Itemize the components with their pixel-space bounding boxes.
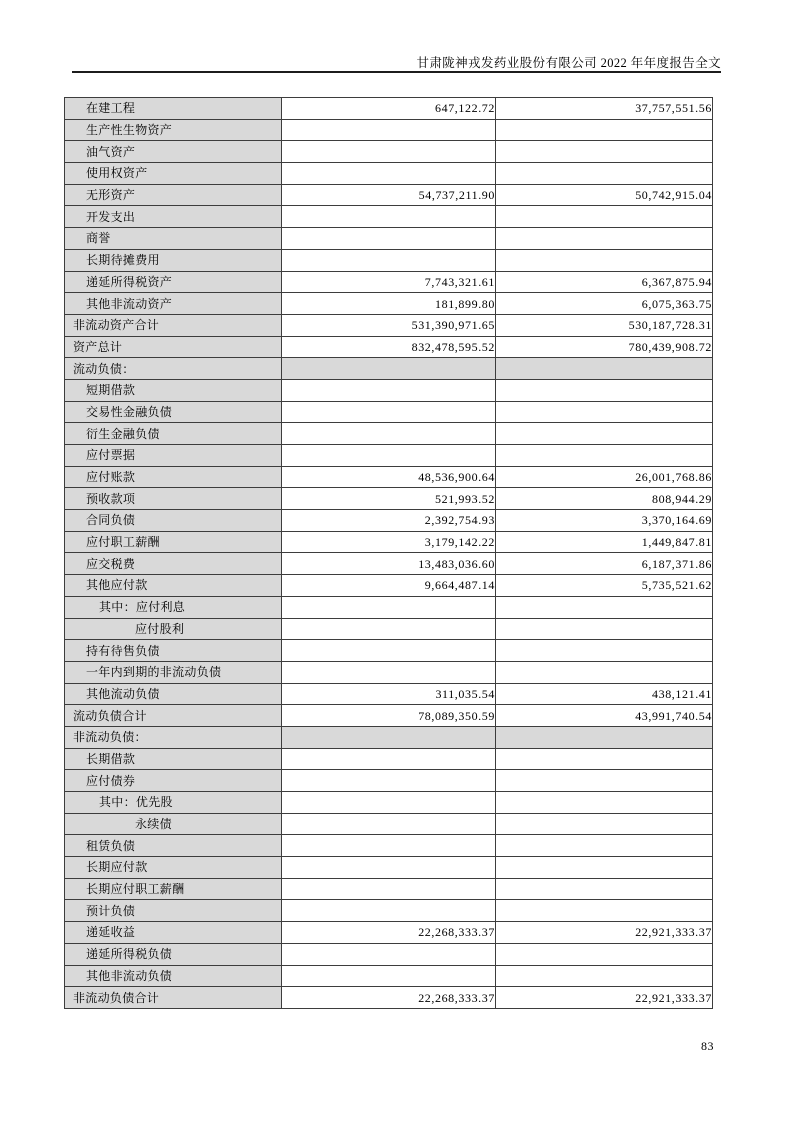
row-label: 其中：优先股 [65,792,282,814]
current-period-value [282,878,496,900]
table-row [65,531,713,553]
current-period-value [282,379,496,401]
current-period-value [282,813,496,835]
row-label: 非流动资产合计 [65,314,282,336]
prior-period-value: 6,187,371.86 [496,553,713,575]
current-period-value [282,358,496,380]
prior-period-value: 22,921,333.37 [496,922,713,944]
current-period-value [282,618,496,640]
prior-period-value: 1,449,847.81 [496,531,713,553]
row-label: 合同负债 [65,510,282,532]
table-row [65,314,713,336]
prior-period-value [496,813,713,835]
table-row [65,792,713,814]
row-label: 其他非流动负债 [65,965,282,987]
current-period-value: 531,390,971.65 [282,314,496,336]
table-row [65,705,713,727]
table-row [65,618,713,640]
current-period-value: 48,536,900.64 [282,466,496,488]
table-row [65,835,713,857]
prior-period-value: 43,991,740.54 [496,705,713,727]
row-label: 应交税费 [65,553,282,575]
prior-period-value [496,857,713,879]
current-period-value: 3,179,142.22 [282,531,496,553]
row-label: 应付职工薪酬 [65,531,282,553]
table-row [65,813,713,835]
prior-period-value [496,770,713,792]
table-row [65,293,713,315]
row-label: 应付股利 [65,618,282,640]
table-row [65,575,713,597]
prior-period-value [496,965,713,987]
row-label: 在建工程 [65,98,282,120]
table-row [65,878,713,900]
row-label: 长期借款 [65,748,282,770]
table-row [65,987,713,1009]
row-label: 其他应付款 [65,575,282,597]
prior-period-value [496,618,713,640]
current-period-value [282,141,496,163]
table-row [65,900,713,922]
row-label: 资产总计 [65,336,282,358]
table-row [65,510,713,532]
row-label: 长期应付职工薪酬 [65,878,282,900]
current-period-value [282,163,496,185]
prior-period-value [496,163,713,185]
table-row [65,922,713,944]
current-period-value [282,596,496,618]
prior-period-value: 22,921,333.37 [496,987,713,1009]
current-period-value [282,726,496,748]
table-row [65,379,713,401]
current-period-value [282,943,496,965]
table-row [65,596,713,618]
table-row [65,943,713,965]
row-label: 其他非流动资产 [65,293,282,315]
current-period-value: 181,899.80 [282,293,496,315]
row-label: 流动负债合计 [65,705,282,727]
table-row [65,857,713,879]
prior-period-value: 5,735,521.62 [496,575,713,597]
row-label: 永续债 [65,813,282,835]
table-row [65,206,713,228]
prior-period-value: 26,001,768.86 [496,466,713,488]
row-label: 应付债券 [65,770,282,792]
current-period-value: 9,664,487.14 [282,575,496,597]
row-label: 使用权资产 [65,163,282,185]
table-row [65,401,713,423]
row-label: 无形资产 [65,184,282,206]
row-label: 预计负债 [65,900,282,922]
row-label: 应付票据 [65,445,282,467]
row-label: 生产性生物资产 [65,119,282,141]
current-period-value: 647,122.72 [282,98,496,120]
table-row [65,358,713,380]
table-row [65,423,713,445]
current-period-value [282,965,496,987]
balance-sheet-table-container [64,97,712,1009]
table-row [65,228,713,250]
current-period-value: 832,478,595.52 [282,336,496,358]
current-period-value [282,857,496,879]
prior-period-value [496,748,713,770]
row-label: 油气资产 [65,141,282,163]
prior-period-value [496,379,713,401]
prior-period-value: 530,187,728.31 [496,314,713,336]
current-period-value [282,640,496,662]
table-row [65,640,713,662]
prior-period-value [496,878,713,900]
prior-period-value [496,640,713,662]
table-row [65,726,713,748]
table-row [65,661,713,683]
current-period-value: 311,035.54 [282,683,496,705]
table-row [65,466,713,488]
table-row [65,249,713,271]
row-label: 交易性金融负债 [65,401,282,423]
row-label: 长期应付款 [65,857,282,879]
prior-period-value [496,141,713,163]
current-period-value [282,228,496,250]
current-period-value [282,792,496,814]
table-row [65,336,713,358]
row-label: 递延所得税负债 [65,943,282,965]
table-row [65,770,713,792]
row-label: 长期待摊费用 [65,249,282,271]
current-period-value: 22,268,333.37 [282,987,496,1009]
prior-period-value [496,401,713,423]
current-period-value [282,206,496,228]
current-period-value: 2,392,754.93 [282,510,496,532]
current-period-value: 22,268,333.37 [282,922,496,944]
prior-period-value: 50,742,915.04 [496,184,713,206]
row-label: 开发支出 [65,206,282,228]
current-period-value [282,770,496,792]
row-label: 其中：应付利息 [65,596,282,618]
prior-period-value [496,445,713,467]
current-period-value [282,748,496,770]
current-period-value [282,900,496,922]
prior-period-value [496,726,713,748]
prior-period-value: 6,367,875.94 [496,271,713,293]
prior-period-value [496,423,713,445]
prior-period-value [496,358,713,380]
table-row [65,119,713,141]
prior-period-value: 3,370,164.69 [496,510,713,532]
current-period-value [282,119,496,141]
prior-period-value [496,206,713,228]
table-row [65,271,713,293]
prior-period-value: 37,757,551.56 [496,98,713,120]
table-row [65,141,713,163]
row-label: 租赁负债 [65,835,282,857]
prior-period-value: 6,075,363.75 [496,293,713,315]
row-label: 非流动负债合计 [65,987,282,1009]
prior-period-value [496,943,713,965]
current-period-value: 13,483,036.60 [282,553,496,575]
row-label: 商誉 [65,228,282,250]
table-row [65,98,713,120]
current-period-value: 78,089,350.59 [282,705,496,727]
row-label: 预收款项 [65,488,282,510]
row-label: 递延收益 [65,922,282,944]
prior-period-value [496,119,713,141]
table-row [65,488,713,510]
current-period-value: 54,737,211.90 [282,184,496,206]
row-label: 非流动负债： [65,726,282,748]
current-period-value [282,445,496,467]
current-period-value [282,661,496,683]
row-label: 持有待售负债 [65,640,282,662]
current-period-value [282,401,496,423]
current-period-value: 521,993.52 [282,488,496,510]
table-row [65,163,713,185]
prior-period-value: 438,121.41 [496,683,713,705]
row-label: 其他流动负债 [65,683,282,705]
prior-period-value [496,661,713,683]
header-rule [72,71,721,73]
prior-period-value: 808,944.29 [496,488,713,510]
row-label: 流动负债： [65,358,282,380]
table-row [65,683,713,705]
page-number: 83 [701,1039,714,1053]
balance-sheet-table [64,97,713,1009]
report-header-title: 甘肃陇神戎发药业股份有限公司 2022 年年度报告全文 [416,56,721,70]
prior-period-value [496,249,713,271]
prior-period-value [496,835,713,857]
current-period-value [282,835,496,857]
prior-period-value [496,596,713,618]
prior-period-value [496,792,713,814]
table-row [65,184,713,206]
current-period-value: 7,743,321.61 [282,271,496,293]
balance-sheet-rows [65,98,713,1009]
row-label: 短期借款 [65,379,282,401]
table-row [65,445,713,467]
row-label: 递延所得税资产 [65,271,282,293]
table-row [65,748,713,770]
prior-period-value [496,228,713,250]
table-row [65,553,713,575]
current-period-value [282,249,496,271]
prior-period-value [496,900,713,922]
table-row [65,965,713,987]
current-period-value [282,423,496,445]
prior-period-value: 780,439,908.72 [496,336,713,358]
row-label: 衍生金融负债 [65,423,282,445]
row-label: 应付账款 [65,466,282,488]
row-label: 一年内到期的非流动负债 [65,661,282,683]
